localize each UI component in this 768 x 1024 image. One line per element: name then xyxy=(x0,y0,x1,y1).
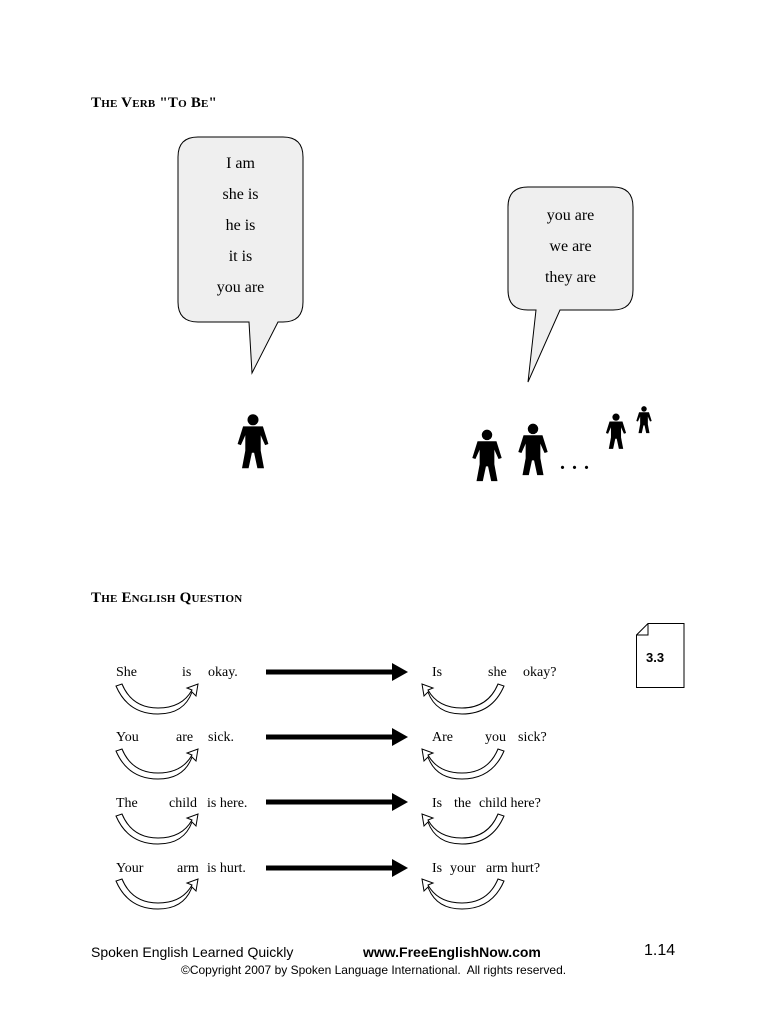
swap-curves xyxy=(116,684,504,909)
statement-verb: arm xyxy=(177,861,199,876)
question-verb: Is xyxy=(432,665,443,680)
question-verb: Is xyxy=(432,796,443,811)
swap-curve-icon xyxy=(422,749,504,779)
swap-curve-icon xyxy=(422,879,504,909)
swap-curve-icon xyxy=(116,684,198,714)
question-rest: okay? xyxy=(523,665,557,680)
transform-arrow xyxy=(266,728,408,746)
question-rest: child here? xyxy=(479,796,541,811)
statement-subject: Your xyxy=(116,861,144,876)
bubble-line: you are xyxy=(546,207,595,224)
statement-subject: The xyxy=(116,796,138,811)
section-title-english-question: The English Question xyxy=(91,590,243,606)
copyright: ©Copyright 2007 by Spoken Language International. All rights reserved. xyxy=(181,963,567,977)
question-verb: Is xyxy=(432,861,443,876)
bubble-line: we are xyxy=(549,238,592,255)
section-title-verb-to-be: The Verb "To Be" xyxy=(91,95,218,111)
swap-curve-icon xyxy=(422,814,504,844)
statement-rest: is hurt. xyxy=(207,861,246,876)
transform-arrow xyxy=(266,793,408,811)
question-rest: arm hurt? xyxy=(486,861,541,876)
bubble-line: they are xyxy=(544,269,597,286)
bubble-line: it is xyxy=(228,248,253,265)
transform-arrow xyxy=(266,663,408,681)
bubble-line: you are xyxy=(216,279,265,296)
footer-website-link[interactable]: www.FreeEnglishNow.com xyxy=(363,944,541,960)
statement-verb: are xyxy=(176,730,194,745)
card-label: 3.3 xyxy=(646,650,665,665)
question-verb: Are xyxy=(432,730,453,745)
statement-rest: okay. xyxy=(208,665,238,680)
question-rest: sick? xyxy=(518,730,547,745)
statement-verb: is xyxy=(182,665,192,680)
statement-verb: child xyxy=(169,796,197,811)
statement-rest: is here. xyxy=(207,796,248,811)
footer-title: Spoken English Learned Quickly xyxy=(91,944,294,960)
swap-curve-icon xyxy=(116,814,198,844)
page-number: 1.14 xyxy=(644,942,676,959)
question-subject: your xyxy=(450,861,476,876)
swap-curve-icon xyxy=(422,684,504,714)
swap-curve-icon xyxy=(116,749,198,779)
swap-curve-icon xyxy=(116,879,198,909)
bubble-line: I am xyxy=(226,155,255,172)
statement-subject: She xyxy=(116,665,137,680)
bubble-line: she is xyxy=(222,186,259,203)
ellipsis: . . . xyxy=(560,452,590,474)
question-subject: she xyxy=(488,665,507,680)
transform-arrow xyxy=(266,859,408,877)
question-subject: you xyxy=(485,730,506,745)
bubble-line: he is xyxy=(225,217,256,234)
question-subject: the xyxy=(454,796,472,811)
statement-subject: You xyxy=(116,730,139,745)
statement-rest: sick. xyxy=(208,730,235,745)
